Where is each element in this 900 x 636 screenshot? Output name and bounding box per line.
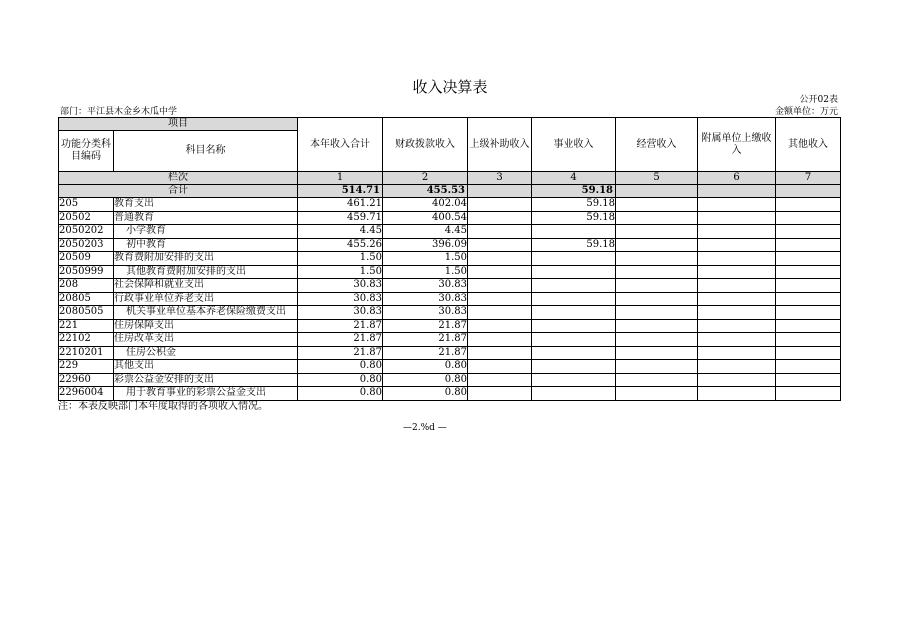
row-value <box>698 292 776 306</box>
row-value <box>532 387 616 401</box>
row-value <box>698 360 776 374</box>
row-value <box>532 252 616 266</box>
row-value: 30.83 <box>298 306 383 320</box>
total-value: 455.53 <box>383 185 468 198</box>
row-code: 205 <box>59 198 114 212</box>
row-name: 用于教育事业的彩票公益金支出 <box>114 387 298 401</box>
row-value <box>616 238 698 252</box>
row-value <box>616 292 698 306</box>
row-value <box>776 319 841 333</box>
row-value <box>616 319 698 333</box>
row-value <box>532 360 616 374</box>
row-value <box>468 306 532 320</box>
income-table <box>58 117 841 401</box>
row-value: 1.50 <box>298 252 383 266</box>
header-row-project <box>59 118 841 131</box>
row-value: 1.50 <box>383 265 468 279</box>
table-row <box>59 279 841 293</box>
row-value <box>468 319 532 333</box>
table-row <box>59 292 841 306</box>
row-value <box>468 225 532 239</box>
page-footer: —2.%d — <box>403 423 447 433</box>
column-index: 1 <box>298 172 383 185</box>
total-value <box>698 185 776 198</box>
row-value <box>698 211 776 225</box>
row-value <box>776 238 841 252</box>
row-value <box>468 252 532 266</box>
row-value <box>532 279 616 293</box>
total-value: 59.18 <box>532 185 616 198</box>
row-name: 机关事业单位基本养老保险缴费支出 <box>114 306 298 320</box>
row-value <box>776 346 841 360</box>
row-name: 住房改革支出 <box>114 333 298 347</box>
row-value <box>698 279 776 293</box>
row-value: 0.80 <box>298 360 383 374</box>
row-value <box>698 333 776 347</box>
row-name: 其他教育费附加安排的支出 <box>114 265 298 279</box>
row-value: 21.87 <box>383 319 468 333</box>
row-value: 4.45 <box>383 225 468 239</box>
row-code: 2050203 <box>59 238 114 252</box>
table-body <box>59 198 841 401</box>
row-code: 208 <box>59 279 114 293</box>
row-name: 行政事业单位养老支出 <box>114 292 298 306</box>
row-value <box>698 319 776 333</box>
table-row <box>59 360 841 374</box>
row-value: 59.18 <box>532 238 616 252</box>
row-value: 455.26 <box>298 238 383 252</box>
row-value: 21.87 <box>298 346 383 360</box>
row-value <box>532 333 616 347</box>
column-index: 5 <box>616 172 698 185</box>
total-row <box>59 185 841 198</box>
table-row <box>59 333 841 347</box>
row-value <box>532 346 616 360</box>
row-value: 1.50 <box>383 252 468 266</box>
column-index: 7 <box>776 172 841 185</box>
row-value <box>776 373 841 387</box>
header-code: 功能分类科目编码 <box>59 131 114 172</box>
table-row <box>59 211 841 225</box>
total-value: 514.71 <box>298 185 383 198</box>
report-title: 收入决算表 <box>412 78 488 96</box>
total-label: 合计 <box>59 185 298 198</box>
row-name: 小学教育 <box>114 225 298 239</box>
row-value <box>698 238 776 252</box>
row-code: 20502 <box>59 211 114 225</box>
row-value <box>616 198 698 212</box>
row-value: 0.80 <box>298 387 383 401</box>
department-label: 部门：平江县木金乡木瓜中学 <box>60 107 178 117</box>
row-value <box>468 211 532 225</box>
row-value <box>776 211 841 225</box>
row-value <box>468 333 532 347</box>
row-value <box>776 279 841 293</box>
row-value: 21.87 <box>298 333 383 347</box>
row-code: 221 <box>59 319 114 333</box>
total-value <box>616 185 698 198</box>
total-value <box>468 185 532 198</box>
table-row <box>59 319 841 333</box>
row-value: 459.71 <box>298 211 383 225</box>
table-row <box>59 252 841 266</box>
row-value: 402.04 <box>383 198 468 212</box>
amount-unit-label: 金额单位：万元 <box>774 107 838 117</box>
row-value: 30.83 <box>383 306 468 320</box>
row-value: 0.80 <box>383 373 468 387</box>
row-value <box>532 319 616 333</box>
header-name: 科目名称 <box>114 131 298 172</box>
row-value <box>698 373 776 387</box>
row-code: 2080505 <box>59 306 114 320</box>
row-value <box>616 387 698 401</box>
row-value: 21.87 <box>383 333 468 347</box>
row-code: 2296004 <box>59 387 114 401</box>
row-name: 教育支出 <box>114 198 298 212</box>
row-value <box>532 306 616 320</box>
row-value: 0.80 <box>298 373 383 387</box>
row-value <box>698 252 776 266</box>
row-value: 59.18 <box>532 198 616 212</box>
row-value <box>616 265 698 279</box>
column-index: 6 <box>698 172 776 185</box>
row-value: 0.80 <box>383 387 468 401</box>
row-value <box>776 292 841 306</box>
row-value <box>468 198 532 212</box>
row-name: 住房公积金 <box>114 346 298 360</box>
column-index: 3 <box>468 172 532 185</box>
row-value <box>698 387 776 401</box>
row-value <box>698 306 776 320</box>
header-operating-income: 经营收入 <box>616 118 698 172</box>
row-value <box>698 225 776 239</box>
row-value <box>616 373 698 387</box>
row-value <box>616 346 698 360</box>
row-value: 0.80 <box>383 360 468 374</box>
row-value <box>616 211 698 225</box>
row-name: 社会保障和就业支出 <box>114 279 298 293</box>
row-value <box>776 198 841 212</box>
column-index: 4 <box>532 172 616 185</box>
row-value <box>776 225 841 239</box>
row-value <box>468 279 532 293</box>
table-row <box>59 238 841 252</box>
row-code: 229 <box>59 360 114 374</box>
header-other-income: 其他收入 <box>776 118 841 172</box>
row-code: 20805 <box>59 292 114 306</box>
row-value: 30.83 <box>383 292 468 306</box>
form-number: 公开02表 <box>799 95 838 105</box>
row-value: 30.83 <box>383 279 468 293</box>
table-row <box>59 306 841 320</box>
row-value <box>776 387 841 401</box>
table-row <box>59 387 841 401</box>
row-value: 1.50 <box>298 265 383 279</box>
row-name: 初中教育 <box>114 238 298 252</box>
column-index: 2 <box>383 172 468 185</box>
row-value <box>616 225 698 239</box>
row-value: 400.54 <box>383 211 468 225</box>
row-value <box>776 333 841 347</box>
row-code: 2050999 <box>59 265 114 279</box>
column-index-label: 栏次 <box>59 172 298 185</box>
row-value <box>468 387 532 401</box>
header-project: 项目 <box>59 118 298 131</box>
row-value <box>776 265 841 279</box>
row-name: 教育费附加安排的支出 <box>114 252 298 266</box>
row-value <box>698 265 776 279</box>
row-value <box>532 373 616 387</box>
row-code: 2050202 <box>59 225 114 239</box>
row-value <box>776 306 841 320</box>
row-value <box>468 373 532 387</box>
row-value <box>532 292 616 306</box>
row-value: 4.45 <box>298 225 383 239</box>
row-value <box>616 252 698 266</box>
row-value <box>532 225 616 239</box>
row-value: 30.83 <box>298 292 383 306</box>
table-row <box>59 265 841 279</box>
row-value <box>616 306 698 320</box>
row-code: 22102 <box>59 333 114 347</box>
row-name: 彩票公益金安排的支出 <box>114 373 298 387</box>
total-value <box>776 185 841 198</box>
row-code: 20509 <box>59 252 114 266</box>
row-name: 普通教育 <box>114 211 298 225</box>
row-code: 22960 <box>59 373 114 387</box>
table-row <box>59 373 841 387</box>
row-value <box>776 360 841 374</box>
row-value <box>468 265 532 279</box>
header-superior-subsidy: 上级补助收入 <box>468 118 532 172</box>
row-name: 住房保障支出 <box>114 319 298 333</box>
row-value <box>776 252 841 266</box>
header-business-income: 事业收入 <box>532 118 616 172</box>
row-value <box>532 265 616 279</box>
row-value <box>616 360 698 374</box>
row-value <box>468 292 532 306</box>
row-value: 396.09 <box>383 238 468 252</box>
row-value <box>698 346 776 360</box>
column-index-row <box>59 172 841 185</box>
row-value: 461.21 <box>298 198 383 212</box>
table-row <box>59 198 841 212</box>
table-row <box>59 225 841 239</box>
table-note: 注：本表反映部门本年度取得的各项收入情况。 <box>58 401 268 412</box>
row-value: 21.87 <box>298 319 383 333</box>
row-value <box>468 238 532 252</box>
row-value: 21.87 <box>383 346 468 360</box>
row-value <box>616 279 698 293</box>
row-value <box>616 333 698 347</box>
row-code: 2210201 <box>59 346 114 360</box>
header-affiliated-remittance: 附属单位上缴收入 <box>698 118 776 172</box>
row-value <box>468 360 532 374</box>
row-value: 30.83 <box>298 279 383 293</box>
row-value: 59.18 <box>532 211 616 225</box>
header-total-income: 本年收入合计 <box>298 118 383 172</box>
row-name: 其他支出 <box>114 360 298 374</box>
header-fiscal-appropriation: 财政拨款收入 <box>383 118 468 172</box>
table-row <box>59 346 841 360</box>
row-value <box>698 198 776 212</box>
row-value <box>468 346 532 360</box>
